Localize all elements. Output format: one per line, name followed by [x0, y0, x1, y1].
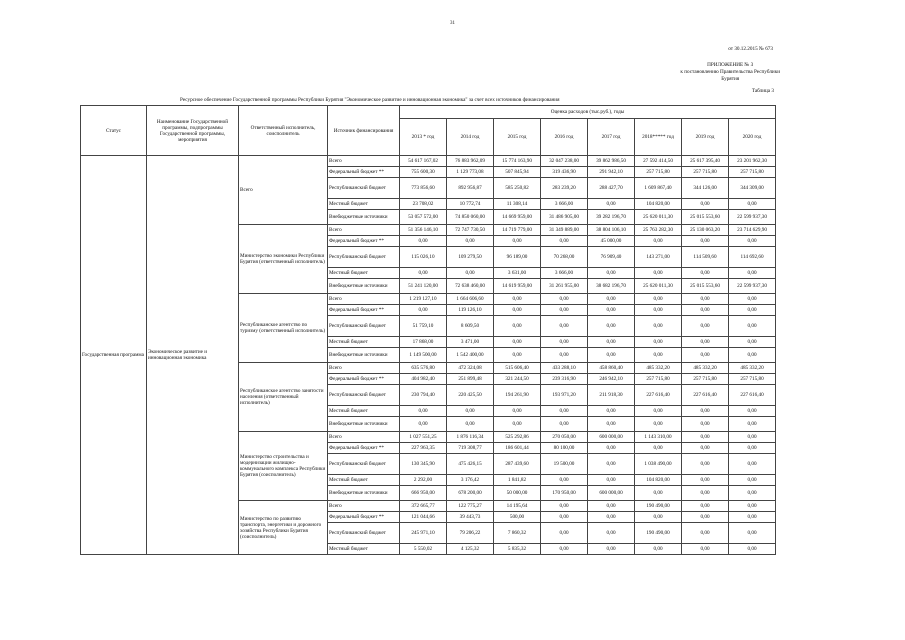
- amount-cell: 25 620 011,30: [635, 210, 682, 225]
- amount-cell: 70 268,00: [541, 247, 588, 268]
- amount-cell: 0,00: [635, 236, 682, 247]
- amount-cell: 3 666,00: [541, 268, 588, 279]
- amount-cell: 76 909,40: [588, 247, 635, 268]
- funding-source-cell: Федеральный бюджет **: [328, 236, 400, 247]
- amount-cell: 635 576,80: [400, 363, 447, 374]
- amount-cell: 507 845,94: [494, 167, 541, 178]
- amount-cell: 0,00: [635, 417, 682, 432]
- amount-cell: 80 100,00: [541, 443, 588, 454]
- executor-cell: Республиканское агентство по туризму (ответственный исполнитель): [239, 294, 328, 363]
- amount-cell: 0,00: [541, 475, 588, 486]
- amount-cell: 23 714 629,90: [729, 225, 776, 236]
- amount-cell: 0,00: [541, 417, 588, 432]
- funding-source-cell: Федеральный бюджет **: [328, 512, 400, 523]
- amount-cell: 1 219 127,10: [400, 294, 447, 305]
- amount-cell: 0,00: [729, 199, 776, 210]
- amount-cell: 0,00: [588, 512, 635, 523]
- amount-cell: 0,00: [682, 501, 729, 512]
- amount-cell: 0,00: [400, 417, 447, 432]
- amount-cell: 0,00: [682, 512, 729, 523]
- col-status-header: Статус: [81, 106, 147, 156]
- amount-cell: 0,00: [729, 294, 776, 305]
- amount-cell: 5 835,32: [494, 544, 541, 555]
- table-label: Таблица 3: [751, 88, 774, 94]
- amount-cell: 10 772,74: [447, 199, 494, 210]
- amount-cell: 485 332,20: [729, 363, 776, 374]
- amount-cell: 0,00: [729, 501, 776, 512]
- amount-cell: 54 617 167,02: [400, 156, 447, 167]
- amount-cell: 257 715,80: [635, 167, 682, 178]
- amount-cell: 404 982,40: [400, 374, 447, 385]
- executor-cell: Всего: [239, 156, 328, 225]
- amount-cell: 31 349 889,00: [541, 225, 588, 236]
- funding-source-cell: Республиканский бюджет: [328, 523, 400, 544]
- amount-cell: 0,00: [588, 454, 635, 475]
- amount-cell: 0,00: [541, 406, 588, 417]
- amount-cell: 485 332,20: [635, 363, 682, 374]
- amount-cell: 0,00: [541, 316, 588, 337]
- amount-cell: 0,00: [494, 417, 541, 432]
- amount-cell: 0,00: [541, 305, 588, 316]
- appendix-header: [680, 62, 780, 83]
- amount-cell: 666 950,00: [400, 486, 447, 501]
- amount-cell: 170 950,00: [541, 486, 588, 501]
- amount-cell: 500,00: [494, 512, 541, 523]
- amount-cell: 38 804 106,10: [588, 225, 635, 236]
- amount-cell: 15 774 163,90: [494, 156, 541, 167]
- funding-source-cell: Федеральный бюджет **: [328, 374, 400, 385]
- amount-cell: 220 425,50: [447, 385, 494, 406]
- amount-cell: 525 292,86: [494, 432, 541, 443]
- amount-cell: 0,00: [729, 475, 776, 486]
- amount-cell: 25 130 063,20: [682, 225, 729, 236]
- amount-cell: 0,00: [494, 348, 541, 363]
- amount-cell: 0,00: [400, 268, 447, 279]
- amount-cell: 372 665,77: [400, 501, 447, 512]
- amount-cell: 0,00: [541, 337, 588, 348]
- amount-cell: 51 759,10: [400, 316, 447, 337]
- funding-source-cell: Всего: [328, 156, 400, 167]
- amount-cell: 678 200,00: [447, 486, 494, 501]
- amount-cell: 257 715,80: [682, 374, 729, 385]
- amount-cell: 3 631,00: [494, 268, 541, 279]
- amount-cell: 96 189,00: [494, 247, 541, 268]
- amount-cell: 0,00: [682, 337, 729, 348]
- amount-cell: 0,00: [729, 443, 776, 454]
- amount-cell: 72 747 730,50: [447, 225, 494, 236]
- amount-cell: 0,00: [682, 544, 729, 555]
- amount-cell: 287 439,60: [494, 454, 541, 475]
- amount-cell: 0,00: [682, 454, 729, 475]
- amount-cell: 270 050,00: [541, 432, 588, 443]
- amount-cell: 0,00: [682, 316, 729, 337]
- resource-table: [80, 105, 776, 555]
- amount-cell: 600 000,00: [588, 486, 635, 501]
- amount-cell: 0,00: [541, 544, 588, 555]
- amount-cell: 485 332,20: [682, 363, 729, 374]
- amount-cell: 0,00: [635, 486, 682, 501]
- amount-cell: 0,00: [588, 475, 635, 486]
- amount-cell: 3 471,00: [447, 337, 494, 348]
- amount-cell: 1 027 551,25: [400, 432, 447, 443]
- amount-cell: 0,00: [541, 348, 588, 363]
- amount-cell: 0,00: [682, 268, 729, 279]
- amount-cell: 1 609 867,40: [635, 178, 682, 199]
- amount-cell: 0,00: [635, 337, 682, 348]
- amount-cell: 3 666,00: [541, 199, 588, 210]
- appendix-subtitle-2: Бурятия: [721, 76, 740, 82]
- amount-cell: 1 143 310,00: [635, 432, 682, 443]
- amount-cell: 0,00: [541, 294, 588, 305]
- amount-cell: 0,00: [682, 294, 729, 305]
- funding-source-cell: Всего: [328, 501, 400, 512]
- amount-cell: 0,00: [447, 417, 494, 432]
- funding-source-cell: Местный бюджет: [328, 406, 400, 417]
- amount-cell: 600 000,00: [588, 432, 635, 443]
- amount-cell: 11 308,14: [494, 199, 541, 210]
- amount-cell: 0,00: [588, 268, 635, 279]
- amount-cell: 0,00: [635, 544, 682, 555]
- amount-cell: 257 715,80: [682, 167, 729, 178]
- amount-cell: 0,00: [682, 523, 729, 544]
- amount-cell: 257 715,80: [635, 374, 682, 385]
- amount-cell: 5 550,02: [400, 544, 447, 555]
- funding-source-cell: Республиканский бюджет: [328, 178, 400, 199]
- amount-cell: 119 126,10: [447, 305, 494, 316]
- amount-cell: 0,00: [682, 236, 729, 247]
- amount-cell: 0,00: [541, 512, 588, 523]
- funding-source-cell: Местный бюджет: [328, 337, 400, 348]
- executor-cell: Министерство экономики Республики Бурятия (ответственный исполнитель): [239, 225, 328, 294]
- amount-cell: 0,00: [400, 406, 447, 417]
- amount-cell: 39 443,73: [447, 512, 494, 523]
- amount-cell: 283 239,20: [541, 178, 588, 199]
- amount-cell: 0,00: [635, 316, 682, 337]
- amount-cell: 194 261,90: [494, 385, 541, 406]
- col-estimate-group-header: Оценка расходов (тыс.руб.), годы: [400, 106, 776, 119]
- amount-cell: 0,00: [729, 268, 776, 279]
- col-year-header: 2017 год: [588, 119, 635, 156]
- amount-cell: 19 500,00: [541, 454, 588, 475]
- executor-cell: Министерство по развитию транспорта, энергетики и дорожного хозяйства Республики Бурятия (соисполнитель): [239, 501, 328, 555]
- col-year-header: 2016 год: [541, 119, 588, 156]
- amount-cell: 0,00: [729, 454, 776, 475]
- amount-cell: 0,00: [588, 406, 635, 417]
- executor-cell: Министерство строительства и модернизации жилищно-коммунального комплекса Республики Бурятия (соисполнитель): [239, 432, 328, 501]
- amount-cell: 0,00: [682, 417, 729, 432]
- funding-source-cell: Местный бюджет: [328, 199, 400, 210]
- amount-cell: 72 638 460,00: [447, 279, 494, 294]
- amount-cell: 0,00: [541, 501, 588, 512]
- amount-cell: 0,00: [682, 348, 729, 363]
- amount-cell: 25 015 553,60: [682, 279, 729, 294]
- amount-cell: 321 244,50: [494, 374, 541, 385]
- amount-cell: 1 664 606,60: [447, 294, 494, 305]
- amount-cell: 585 250,82: [494, 178, 541, 199]
- col-name-header: Наименование Государственной программы, подпрограммы Государственной программы, мероприятия: [147, 106, 239, 156]
- amount-cell: 245 971,10: [400, 523, 447, 544]
- amount-cell: 227 616,40: [729, 385, 776, 406]
- amount-cell: 1 841,82: [494, 475, 541, 486]
- amount-cell: 475 426,15: [447, 454, 494, 475]
- amount-cell: 755 600,30: [400, 167, 447, 178]
- amount-cell: 122 775,27: [447, 501, 494, 512]
- funding-source-cell: Местный бюджет: [328, 475, 400, 486]
- amount-cell: 74 850 060,00: [447, 210, 494, 225]
- amount-cell: 76 883 962,09: [447, 156, 494, 167]
- amount-cell: 104 820,00: [635, 475, 682, 486]
- amount-cell: 0,00: [447, 236, 494, 247]
- amount-cell: 0,00: [541, 523, 588, 544]
- funding-source-cell: Внебюджетные источники: [328, 210, 400, 225]
- amount-cell: 892 956,87: [447, 178, 494, 199]
- executor-cell: Республиканское агентство занятости населения (ответственный исполнитель): [239, 363, 328, 432]
- amount-cell: 17 868,00: [400, 337, 447, 348]
- amount-cell: 515 606,40: [494, 363, 541, 374]
- page-number: 31: [450, 21, 455, 26]
- amount-cell: 472 324,08: [447, 363, 494, 374]
- funding-source-cell: Республиканский бюджет: [328, 385, 400, 406]
- amount-cell: 14 619 959,00: [494, 279, 541, 294]
- funding-source-cell: Всего: [328, 363, 400, 374]
- amount-cell: 109 279,50: [447, 247, 494, 268]
- amount-cell: 433 288,10: [541, 363, 588, 374]
- amount-cell: 130 345,90: [400, 454, 447, 475]
- amount-cell: 0,00: [729, 432, 776, 443]
- amount-cell: 14 195,64: [494, 501, 541, 512]
- amount-cell: 25 015 553,60: [682, 210, 729, 225]
- amount-cell: 0,00: [729, 305, 776, 316]
- funding-source-cell: Внебюджетные источники: [328, 417, 400, 432]
- amount-cell: 32 047 238,00: [541, 156, 588, 167]
- funding-source-cell: Федеральный бюджет **: [328, 443, 400, 454]
- amount-cell: 3 176,42: [447, 475, 494, 486]
- amount-cell: 0,00: [682, 432, 729, 443]
- amount-cell: 22 599 937,30: [729, 279, 776, 294]
- amount-cell: 0,00: [588, 199, 635, 210]
- amount-cell: 291 942,10: [588, 167, 635, 178]
- amount-cell: 39 862 986,50: [588, 156, 635, 167]
- col-year-header: 2020 год: [729, 119, 776, 156]
- amount-cell: 31 486 905,00: [541, 210, 588, 225]
- amount-cell: 0,00: [682, 475, 729, 486]
- amount-cell: 193 971,20: [541, 385, 588, 406]
- amount-cell: 719 308,77: [447, 443, 494, 454]
- amount-cell: 0,00: [682, 406, 729, 417]
- amount-cell: 22 599 937,30: [729, 210, 776, 225]
- amount-cell: 0,00: [682, 443, 729, 454]
- amount-cell: 0,00: [729, 406, 776, 417]
- funding-source-cell: Республиканский бюджет: [328, 247, 400, 268]
- funding-source-cell: Республиканский бюджет: [328, 454, 400, 475]
- amount-cell: 51 241 120,00: [400, 279, 447, 294]
- funding-source-cell: Всего: [328, 432, 400, 443]
- table-title: Ресурсное обеспечение Государственной программы Республики Бурятия "Экономическое развитие и инновационная экономика" за счет всех источников финансирования: [180, 97, 560, 103]
- col-executor-header: Ответственный исполнитель, соисполнитель: [239, 106, 328, 156]
- funding-source-cell: Всего: [328, 225, 400, 236]
- amount-cell: 0,00: [729, 523, 776, 544]
- funding-source-cell: Внебюджетные источники: [328, 279, 400, 294]
- col-year-header: 2015 год: [494, 119, 541, 156]
- amount-cell: 0,00: [729, 337, 776, 348]
- amount-cell: 0,00: [729, 544, 776, 555]
- amount-cell: 0,00: [494, 406, 541, 417]
- amount-cell: 773 856,60: [400, 178, 447, 199]
- amount-cell: 53 057 572,00: [400, 210, 447, 225]
- amount-cell: 0,00: [494, 316, 541, 337]
- amount-cell: 0,00: [588, 294, 635, 305]
- amount-cell: 7 860,32: [494, 523, 541, 544]
- funding-source-cell: Всего: [328, 294, 400, 305]
- amount-cell: 0,00: [400, 305, 447, 316]
- col-year-header: 2013 * год: [400, 119, 447, 156]
- amount-cell: 0,00: [635, 268, 682, 279]
- amount-cell: 239 316,90: [541, 374, 588, 385]
- amount-cell: 251 899,48: [447, 374, 494, 385]
- amount-cell: 246 942,10: [588, 374, 635, 385]
- amount-cell: 115 026,10: [400, 247, 447, 268]
- col-source-header: Источник финансирования: [328, 106, 400, 156]
- amount-cell: 0,00: [635, 406, 682, 417]
- funding-source-cell: Республиканский бюджет: [328, 316, 400, 337]
- amount-cell: 0,00: [494, 337, 541, 348]
- amount-cell: 344 126,00: [682, 178, 729, 199]
- amount-cell: 1 149 500,00: [400, 348, 447, 363]
- amount-cell: 0,00: [588, 316, 635, 337]
- amount-cell: 0,00: [682, 199, 729, 210]
- amount-cell: 0,00: [729, 417, 776, 432]
- amount-cell: 0,00: [588, 443, 635, 454]
- appendix-subtitle-1: к постановлению Правительства Республики: [680, 69, 780, 75]
- amount-cell: 51 356 146,10: [400, 225, 447, 236]
- amount-cell: 1 542 400,00: [447, 348, 494, 363]
- amount-cell: 288 427,70: [588, 178, 635, 199]
- amount-cell: 0,00: [635, 512, 682, 523]
- amount-cell: 38 682 196,70: [588, 279, 635, 294]
- amount-cell: 0,00: [588, 305, 635, 316]
- col-year-header: 2014 год: [447, 119, 494, 156]
- appendix-title: ПРИЛОЖЕНИЕ № 3: [707, 62, 754, 68]
- amount-cell: 0,00: [682, 305, 729, 316]
- amount-cell: 0,00: [447, 406, 494, 417]
- amount-cell: 0,00: [588, 523, 635, 544]
- amount-cell: 0,00: [400, 236, 447, 247]
- amount-cell: 25 617 395,40: [682, 156, 729, 167]
- funding-source-cell: Федеральный бюджет **: [328, 167, 400, 178]
- amount-cell: 23 708,02: [400, 199, 447, 210]
- amount-cell: 25 763 282,30: [635, 225, 682, 236]
- amount-cell: 0,00: [494, 236, 541, 247]
- amount-cell: 0,00: [494, 305, 541, 316]
- program-name-cell: Экономическое развитие и инновационная экономика: [147, 156, 239, 555]
- amount-cell: 0,00: [588, 348, 635, 363]
- amount-cell: 14 669 959,00: [494, 210, 541, 225]
- amount-cell: 0,00: [541, 236, 588, 247]
- amount-cell: 0,00: [635, 294, 682, 305]
- amount-cell: 190 490,00: [635, 523, 682, 544]
- amount-cell: 104 820,00: [635, 199, 682, 210]
- amount-cell: 50 000,00: [494, 486, 541, 501]
- amount-cell: 319 436,90: [541, 167, 588, 178]
- funding-source-cell: Местный бюджет: [328, 268, 400, 279]
- amount-cell: 114 692,60: [729, 247, 776, 268]
- amount-cell: 2 292,00: [400, 475, 447, 486]
- order-date-line: от 30.12.2015 № 673: [728, 46, 773, 52]
- amount-cell: 1 876 116,34: [447, 432, 494, 443]
- amount-cell: 344 309,00: [729, 178, 776, 199]
- amount-cell: 0,00: [635, 305, 682, 316]
- amount-cell: 0,00: [588, 417, 635, 432]
- amount-cell: 14 719 779,00: [494, 225, 541, 236]
- amount-cell: 0,00: [729, 486, 776, 501]
- amount-cell: 186 601,44: [494, 443, 541, 454]
- amount-cell: 0,00: [588, 337, 635, 348]
- amount-cell: 0,00: [729, 512, 776, 523]
- amount-cell: 0,00: [729, 236, 776, 247]
- amount-cell: 27 592 414,50: [635, 156, 682, 167]
- amount-cell: 0,00: [635, 348, 682, 363]
- amount-cell: 0,00: [682, 486, 729, 501]
- amount-cell: 0,00: [588, 544, 635, 555]
- funding-source-cell: Федеральный бюджет **: [328, 305, 400, 316]
- amount-cell: 121 044,66: [400, 512, 447, 523]
- amount-cell: 0,00: [588, 501, 635, 512]
- amount-cell: 0,00: [447, 268, 494, 279]
- amount-cell: 0,00: [635, 443, 682, 454]
- amount-cell: 227 616,40: [682, 385, 729, 406]
- amount-cell: 79 206,22: [447, 523, 494, 544]
- amount-cell: 114 509,60: [682, 247, 729, 268]
- funding-source-cell: Внебюджетные источники: [328, 486, 400, 501]
- amount-cell: 1 129 773,08: [447, 167, 494, 178]
- col-year-header: 2019 год: [682, 119, 729, 156]
- amount-cell: 23 201 962,30: [729, 156, 776, 167]
- amount-cell: 45 000,00: [588, 236, 635, 247]
- amount-cell: 0,00: [494, 294, 541, 305]
- amount-cell: 227 963,35: [400, 443, 447, 454]
- amount-cell: 458 860,40: [588, 363, 635, 374]
- amount-cell: 1 038 490,00: [635, 454, 682, 475]
- funding-source-cell: Местный бюджет: [328, 544, 400, 555]
- amount-cell: 0,00: [729, 348, 776, 363]
- amount-cell: 143 271,00: [635, 247, 682, 268]
- amount-cell: 227 616,40: [635, 385, 682, 406]
- amount-cell: 211 918,30: [588, 385, 635, 406]
- amount-cell: 31 261 955,00: [541, 279, 588, 294]
- status-cell: Государственная программа: [81, 156, 147, 555]
- amount-cell: 0,00: [729, 316, 776, 337]
- amount-cell: 4 125,32: [447, 544, 494, 555]
- amount-cell: 8 609,50: [447, 316, 494, 337]
- amount-cell: 190 490,00: [635, 501, 682, 512]
- amount-cell: 25 620 011,30: [635, 279, 682, 294]
- funding-source-cell: Внебюджетные источники: [328, 348, 400, 363]
- amount-cell: 257 715,80: [729, 374, 776, 385]
- amount-cell: 230 794,40: [400, 385, 447, 406]
- table-row: [81, 156, 776, 167]
- col-year-header: 2018***** год: [635, 119, 682, 156]
- amount-cell: 257 715,80: [729, 167, 776, 178]
- amount-cell: 39 282 196,70: [588, 210, 635, 225]
